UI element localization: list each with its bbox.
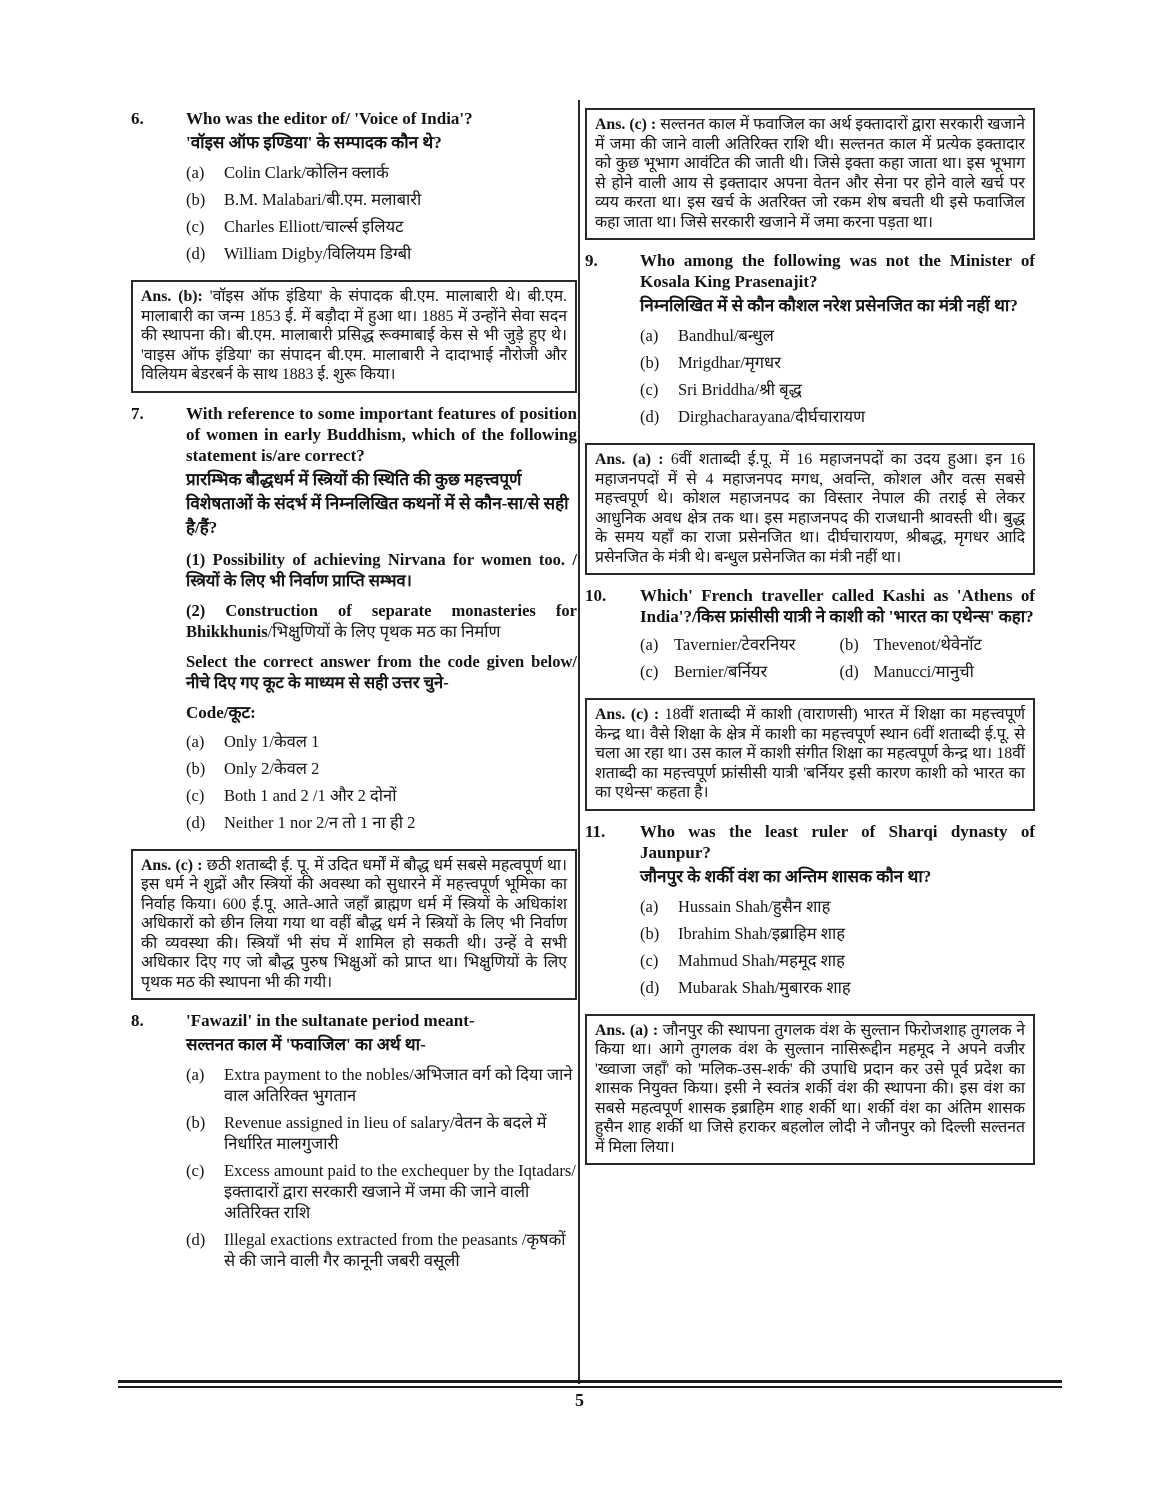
option-b: (b) B.M. Malabari/बी.एम. मलाबारी (186, 190, 422, 209)
question-text-hindi: 'वॉइस ऑफ इण्डिया' के सम्पादक कौन थे? (186, 133, 442, 152)
option-a: (a) Hussain Shah/हुसैन शाह (640, 896, 831, 916)
question-10 (585, 585, 1035, 688)
answer-label: Ans. (a) : (595, 451, 664, 468)
question-text-english: Who among the following was not the Minister of Kosala King Prasenajit? (640, 251, 1035, 291)
answer-text: सल्तनत काल में फवाजिल का अर्थ इक्तादारों द्वारा सरकारी खजाने में जमा की जाने वाली अतिरिक्त राशि थी। सल्तनत काल में प्रत्येक इक्तादार को कुछ भूभाग आवंटित की जाती थी। जिसे इक्ता कहा जाता था। इस भूभाग से होने वाली आय से इक्तादार अपना वेतन और सेना पर होने वाले खर्च पर व्यय करता था। इस खर्च के अतरिक्त जो रकम शेष बचती थी इसे फवाजिल कहा जाता था। जिसे सरकारी खजाने में जमा करना पड़ता था। (595, 116, 1025, 231)
question-7 (131, 403, 577, 839)
option-b: (b) Only 2/केवल 2 (186, 758, 320, 778)
question-text-hindi: सल्तनत काल में 'फवाजिल' का अर्थ था- (186, 1035, 426, 1054)
question-text-bilingual: Which' French traveller called Kashi as 'Athens of India'?/किस फ्रांसीसी यात्री ने काशी को 'भारत का एथेन्स' कहा? (640, 586, 1035, 626)
option-d: (d) Illegal exactions extracted from the peasants /कृषकों से की जाने वाली गैर कानूनी जबरी वसूली (186, 1230, 566, 1270)
answer-text: 18वीं शताब्दी में काशी (वाराणसी) भारत में शिक्षा का महत्त्वपूर्ण केन्द्र था। वैसे शिक्षा के क्षेत्र में काशी का महत्त्वपूर्ण स्थान 6वीं शताब्दी ई.पू. से चला आ रहा था। उस काल में काशी संगीत शिक्षा का महत्वपूर्ण केन्द्र था। 18वीं शताब्दी का महत्त्वपूर्ण फ्रांसीसी यात्री 'बर्नियर इसी कारण काशी को भारत का का एथेन्स' कहता है। (595, 706, 1025, 801)
option-b: (b) Ibrahim Shah/इब्राहिम शाह (640, 923, 846, 943)
question-number: 6. (131, 109, 144, 128)
option-c: (c) Sri Briddha/श्री बृद्ध (640, 380, 802, 399)
question-text-english: Who was the least ruler of Sharqi dynasty of Jaunpur? (640, 821, 1035, 862)
question-number: 10. (585, 586, 607, 605)
option-b: (b) Thevenot/थेवेनॉट (839, 635, 982, 654)
question-number: 8. (131, 1011, 144, 1030)
option-b: (b) Mrigdhar/मृगधर (640, 353, 781, 372)
answer-label: Ans. (c) : (595, 116, 657, 133)
option-b: (b) Revenue assigned in lieu of salary/वेतन के बदले में निर्धारित मालगुजारी (186, 1113, 547, 1153)
question-number: 11. (585, 821, 606, 841)
question-text-hindi: निम्नलिखित में से कौन कौशल नरेश प्रसेनजित का मंत्री नहीं था? (640, 296, 1018, 315)
option-a: (a) Bandhul/बन्धुल (640, 326, 774, 345)
answer-text: छठी शताब्दी ई. पू. में उदित धर्मों में बौद्ध धर्म सबसे महत्वपूर्ण था। इस धर्म ने शुद्रों और स्त्रियों की अवस्था को सुधारने में महत्त्वपूर्ण भूमिका का निर्वाह किया। 600 ई.पू. आते-आते जहाँ ब्राह्मण धर्म में स्त्रियों के अधिकांश अधिकारों को छीन लिया गया था वहीं बौद्ध धर्म ने स्त्रियों के लिए भी निर्वाण की व्यवस्था की। स्त्रियाँ भी संघ में शामिल हो सकती थी। उन्हें वे सभी अधिकार दिए गए जो बौद्ध पुरुष भिक्षुओं को प्राप्त था। भिक्षुणियों के लिए पृथक मठ की स्थापना भी की गयी। (141, 856, 567, 991)
answer-box-7 (131, 849, 577, 1001)
question-number: 7. (131, 403, 144, 423)
question-text-hindi: प्रारम्भिक बौद्धधर्म में स्त्रियों की स्थिति की कुछ महत्त्वपूर्ण विशेषताओं के संदर्भ में निम्नलिखित कथनों में से कौन-सा/से सही है/हैं? (186, 469, 569, 537)
question-text-hindi: जौनपुर के शर्की वंश का अन्तिम शासक कौन था? (640, 866, 932, 886)
footer-rule (118, 1380, 1062, 1388)
option-d: (d) Neither 1 nor 2/न तो 1 ना ही 2 (186, 812, 416, 832)
option-c: (c) Charles Elliott/चार्ल्स इलियट (186, 217, 404, 236)
page-number: 5 (575, 1390, 584, 1410)
answer-box-6 (131, 280, 577, 393)
option-a: (a) Tavernier/टेवरनियर (640, 635, 796, 654)
option-d: (d) Manucci/मानुची (839, 662, 974, 681)
option-d: (d) Mubarak Shah/मुबारक शाह (640, 977, 851, 997)
answer-label: Ans. (c) : (595, 706, 660, 723)
code-label: Code/कूट: (186, 702, 256, 722)
options-list (186, 731, 577, 833)
answer-text: जौनपुर की स्थापना तुगलक वंश के सुल्तान फिरोजशाह तुगलक ने किया था। आगे तुगलक वंश के सुल्तान नासिरूद्दीन महमूद ने अपने वजीर 'ख्वाजा जहाँ' को 'मलिक-उस-शर्क' की उपाधि प्रदान कर उसे पूर्व प्रदेश का शासक नियुक्त किया। इसी ने स्वतंत्र शर्की वंश की स्थापना की। इस वंश का सबसे महत्वपूर्ण शासक इब्राहिम शाह शर्की था। शर्की वंश का अंतिम शासक हुसैन शाह शर्की था जिसे हराकर बहलोल लोदी ने जौनपुर को दिल्ली सल्तनत में मिला लिया। (595, 1021, 1025, 1156)
question-text-english: Who was the editor of/ 'Voice of India'? (186, 109, 473, 128)
option-a: (a) Extra payment to the nobles/अभिजात वर्ग को दिया जाने वाल अतिरिक्त भुगतान (186, 1065, 573, 1105)
option-d: (d) William Digby/विलियम डिग्बी (186, 244, 412, 263)
select-instruction: Select the correct answer from the code given below/नीचे दिए गए कूट के माध्यम से सही उत्तर चुने- (186, 651, 577, 692)
statement-2: (2) Construction of separate monasteries for Bhikkhunis/भिक्षुणियों के लिए पृथक मठ का निर्माण (186, 600, 577, 641)
answer-box-11 (585, 1014, 1035, 1166)
question-8 (131, 1010, 577, 1277)
option-d: (d) Dirghacharayana/दीर्घचारायण (640, 407, 866, 426)
left-column (131, 108, 577, 1287)
answer-box-8 (585, 108, 1035, 240)
answer-text: 'वॉइस ऑफ इंडिया' के संपादक बी.एम. मालाबारी थे। बी.एम. मालाबारी का जन्म 1853 ई. में बड़ौदा में हुआ था। 1885 में उन्होंने सेवा सदन की स्थापना की। बी.एम. मालाबारी प्रसिद्ध रूक्माबाई केस से भी जुड़े हुए थे। 'वाइस ऑफ इंडिया' का संपादन बी.एम. मालाबारी ने दादाभाई नौरोजी और विलियम बेडरबर्न के साथ 1883 ई. शुरू किया। (141, 288, 567, 383)
question-number: 9. (585, 251, 598, 270)
question-text-english: With reference to some important features of position of women in early Buddhism, which of the following statement is/are correct? (186, 403, 577, 465)
answer-box-10 (585, 698, 1035, 811)
column-divider (578, 100, 580, 1384)
options-list (186, 162, 577, 264)
question-11 (585, 821, 1035, 1004)
options-list (640, 325, 1035, 427)
right-column (585, 108, 1035, 1175)
question-9 (585, 250, 1035, 433)
options-list (186, 1064, 577, 1271)
option-c: (c) Excess amount paid to the exchequer by the Iqtadars/इक्तादारों द्वारा सरकारी खजाने में जमा की जाने वाली अतिरिक्त राशि (186, 1161, 576, 1222)
option-a: (a) Colin Clark/कोलिन क्लार्क (186, 163, 389, 182)
answer-box-9 (585, 443, 1035, 575)
options-grid (640, 634, 1035, 688)
answer-label: Ans. (a) : (595, 1021, 659, 1039)
question-6 (131, 108, 577, 270)
answer-label: Ans. (b): (141, 288, 203, 305)
answer-text: 6वीं शताब्दी ई.पू. में 16 महाजनपदों का उदय हुआ। इन 16 महाजनपदों में से 4 महाजनपद मगध, अवन्ति, कोशल और वत्स सबसे महत्त्वपूर्ण थे। कोशल महाजनपद का विस्तार नेपाल की तराई से लेकर आधुनिक अवध क्षेत्र तक था। इस महाजनपद की राजधानी श्रावस्ती थी। बुद्ध के समय यहाँ का राजा प्रसेनजित था। दीर्घचारायण, श्रीबद्ध, मृगधर आदि प्रसेनजित के मंत्री थे। बन्धुल प्रसेनजित का मंत्री नहीं था। (595, 451, 1025, 566)
options-list (640, 896, 1035, 998)
question-text-english: 'Fawazil' in the sultanate period meant- (186, 1011, 475, 1030)
option-c: (c) Both 1 and 2 /1 और 2 दोनों (186, 785, 397, 805)
option-c: (c) Mahmud Shah/महमूद शाह (640, 950, 845, 970)
answer-label: Ans. (c) : (141, 856, 203, 874)
statement-1: (1) Possibility of achieving Nirvana for women too. / स्त्रियों के लिए भी निर्वाण प्राप्ति सम्भव। (186, 549, 577, 590)
option-c: (c) Bernier/बर्नियर (640, 662, 768, 681)
option-a: (a) Only 1/केवल 1 (186, 731, 320, 751)
